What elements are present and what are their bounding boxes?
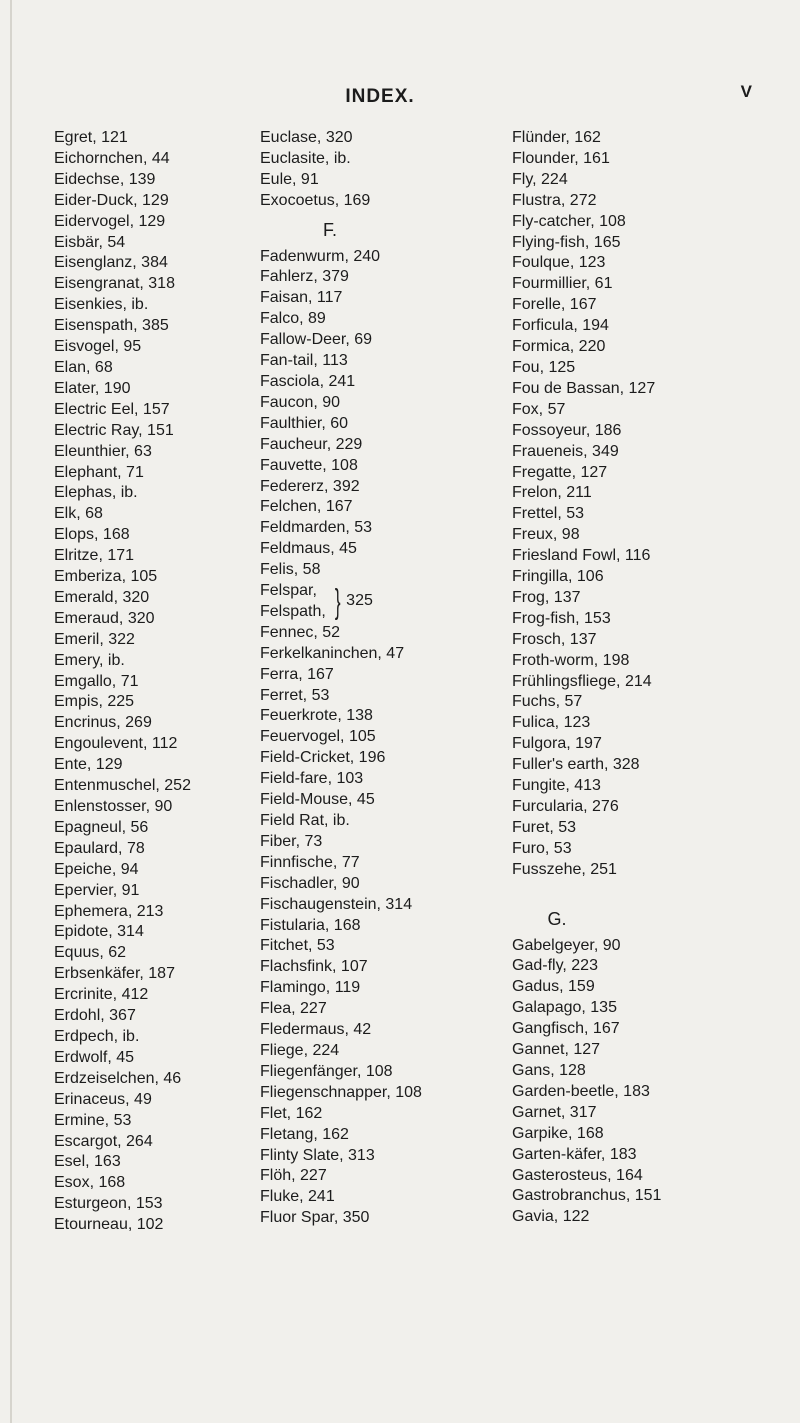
index-entry: Fischadler, 90 [260, 874, 360, 892]
section-letter-f: F. [322, 219, 337, 240]
index-entry: Flying-fish, 165 [512, 233, 621, 251]
index-entry: Ferret, 53 [260, 686, 330, 704]
index-entry: Froth-worm, 198 [512, 651, 630, 669]
index-entry: Frelon, 211 [512, 484, 592, 502]
index-entry: Gad-fly, 223 [512, 957, 598, 975]
index-column-2 [260, 128, 510, 1229]
index-entry: Flounder, 161 [512, 149, 610, 167]
index-entry: Fliegenschnapper, 108 [260, 1083, 422, 1101]
index-entry: Fallow-Deer, 69 [260, 331, 373, 349]
brace-glyph: } [334, 582, 341, 621]
index-entry: Eidechse, 139 [54, 170, 156, 188]
index-entry: Flinty Slate, 313 [260, 1146, 375, 1164]
index-entry: Fistularia, 168 [260, 916, 361, 934]
index-entry: Feuerkrote, 138 [260, 707, 373, 725]
index-entry: Field-Cricket, 196 [260, 749, 386, 767]
index-entry: Flünder, 162 [512, 129, 601, 146]
index-entry: Fulica, 123 [512, 714, 591, 732]
index-entry: Formica, 220 [512, 338, 606, 356]
index-entry: Flamingo, 119 [260, 979, 361, 997]
index-entry: Frosch, 137 [512, 630, 597, 648]
index-entry: Frog, 137 [512, 588, 581, 606]
index-entry: Ercrinite, 412 [54, 986, 149, 1004]
brace-entry-felspar [260, 581, 510, 623]
index-entry: Fox, 57 [512, 400, 566, 418]
index-entry: Gavia, 122 [512, 1208, 590, 1226]
index-entry: Federerz, 392 [260, 477, 360, 495]
index-entry: Fiber, 73 [260, 832, 323, 850]
index-entry: Epervier, 91 [54, 881, 140, 899]
index-entry: Furet, 53 [512, 818, 577, 836]
index-entry: Fennec, 52 [260, 623, 341, 641]
index-entry: Fou, 125 [512, 358, 576, 376]
index-entry: Field-fare, 103 [260, 770, 364, 788]
index-entry: Enlenstosser, 90 [54, 798, 173, 815]
index-entry: Fadenwurm, 240 [260, 247, 381, 265]
index-entry: Fungite, 413 [512, 777, 601, 795]
index-entry: Fitchet, 53 [260, 937, 335, 955]
index-entry: Fringilla, 106 [512, 568, 604, 586]
index-entry: Empis, 225 [54, 693, 135, 711]
page-title: INDEX. [345, 86, 415, 107]
index-entry: Fusszehe, 251 [512, 860, 617, 878]
index-entry: Forficula, 194 [512, 317, 609, 335]
index-entry: Eleunthier, 63 [54, 442, 152, 460]
index-entry: Flustra, 272 [512, 191, 597, 209]
index-entry: Epidote, 314 [54, 923, 144, 941]
index-entry: Fourmillier, 61 [512, 275, 613, 293]
index-entry: Fregatte, 127 [512, 463, 608, 481]
index-entry: Faulthier, 60 [260, 414, 349, 432]
index-entry: Eidervogel, 129 [54, 212, 166, 230]
index-entry: Fly, 224 [512, 170, 568, 188]
index-entry: Fliege, 224 [260, 1041, 340, 1059]
index-entry: Eisvogel, 95 [54, 338, 142, 356]
index-entry: Eisenspath, 385 [54, 317, 169, 335]
section-letter-g: G. [547, 908, 567, 929]
index-entry: Feldmaus, 45 [260, 540, 357, 558]
index-entry: Felchen, 167 [260, 498, 353, 516]
index-entry: Gannet, 127 [512, 1041, 601, 1059]
index-entry: Emeril, 322 [54, 630, 135, 648]
index-entry: Ferkelkaninchen, 47 [260, 644, 405, 662]
index-entry: Fahlerz, 379 [260, 268, 349, 286]
index-entry: Fledermaus, 42 [260, 1021, 372, 1039]
index-entry: Esox, 168 [54, 1174, 126, 1192]
index-entry: Flachsfink, 107 [260, 958, 368, 976]
index-entry: Elephant, 71 [54, 463, 144, 481]
index-entry: Emerald, 320 [54, 588, 150, 606]
index-entry: Fliegenfänger, 108 [260, 1062, 393, 1080]
index-entry: Forelle, 167 [512, 296, 597, 314]
index-entry: Erdpech, ib. [54, 1027, 140, 1045]
index-entry: Ephemera, 213 [54, 902, 164, 920]
index-entry: Gastrobranchus, 151 [512, 1187, 662, 1205]
index-entry: Fluke, 241 [260, 1188, 335, 1206]
index-entry: Epeiche, 94 [54, 860, 139, 878]
index-entry: Esel, 163 [54, 1153, 121, 1171]
index-entry: Electric Eel, 157 [54, 400, 170, 418]
index-entry: Fossoyeur, 186 [512, 421, 622, 439]
index-entry: Ermine, 53 [54, 1111, 132, 1129]
index-entry: Gangfisch, 167 [512, 1020, 620, 1038]
index-entry: Erinaceus, 49 [54, 1090, 152, 1108]
index-entry: Eisenglanz, 384 [54, 254, 168, 272]
index-entry: Falco, 89 [260, 310, 326, 328]
index-entry: Flea, 227 [260, 1000, 327, 1018]
brace-page-number: 325 [346, 592, 373, 610]
index-entry: Fly-catcher, 108 [512, 212, 626, 230]
index-entry: Felspath, [260, 602, 326, 620]
index-entry: Gans, 128 [512, 1061, 586, 1079]
index-column-3 [512, 128, 757, 1228]
index-entry: Entenmuschel, 252 [54, 777, 191, 795]
index-entry: Fischaugenstein, 314 [260, 895, 413, 913]
index-entry: Faucheur, 229 [260, 435, 363, 453]
index-entry: Field Rat, ib. [260, 812, 350, 829]
index-entry: Fluor Spar, 350 [260, 1209, 370, 1227]
index-entry: Gabelgeyer, 90 [512, 936, 621, 954]
index-entry: Emberiza, 105 [54, 568, 158, 586]
index-entry: Finnfische, 77 [260, 853, 360, 871]
index-entry: Frettel, 53 [512, 505, 585, 523]
index-entry: Egret, 121 [54, 129, 128, 146]
index-entry: Ente, 129 [54, 756, 123, 774]
index-entry: Emgallo, 71 [54, 672, 139, 690]
index-entry: Garpike, 168 [512, 1124, 604, 1142]
index-entry: Eichornchen, 44 [54, 149, 170, 167]
index-entry: Fan-tail, 113 [260, 352, 348, 370]
index-entry: Encrinus, 269 [54, 714, 152, 732]
index-entry: Felis, 58 [260, 561, 321, 579]
index-entry: Flöh, 227 [260, 1167, 327, 1185]
index-entry: Elan, 68 [54, 358, 113, 376]
index-entry: Erdwolf, 45 [54, 1048, 135, 1066]
index-entry: Elritze, 171 [54, 547, 135, 565]
index-entry: Fraueneis, 349 [512, 442, 619, 460]
index-entry: Fou de Bassan, 127 [512, 379, 656, 397]
index-entry: Erdzeiselchen, 46 [54, 1069, 182, 1087]
index-entry: Frog-fish, 153 [512, 609, 611, 627]
index-entry: Fulgora, 197 [512, 735, 602, 753]
index-entry: Eider-Duck, 129 [54, 191, 169, 209]
index-entry: Escargot, 264 [54, 1132, 153, 1150]
index-entry: Flet, 162 [260, 1104, 323, 1122]
index-entry: Epaulard, 78 [54, 839, 145, 857]
index-entry: Eisengranat, 318 [54, 275, 175, 293]
index-entry: Foulque, 123 [512, 254, 606, 272]
index-entry: Fuller's earth, 328 [512, 756, 640, 774]
index-entry: Ferra, 167 [260, 665, 334, 683]
index-entry: Friesland Fowl, 116 [512, 547, 651, 565]
index-entry: Galapago, 135 [512, 999, 617, 1017]
index-entry: Esturgeon, 153 [54, 1195, 163, 1213]
index-entry: Fauvette, 108 [260, 456, 358, 474]
index-entry: Fuchs, 57 [512, 693, 583, 711]
index-entry: Equus, 62 [54, 944, 127, 962]
binding-edge [10, 0, 12, 1423]
index-entry: Elephas, ib. [54, 484, 138, 502]
index-entry: Electric Ray, 151 [54, 421, 174, 439]
index-entry: Emeraud, 320 [54, 609, 155, 627]
index-entry: Eisenkies, ib. [54, 296, 149, 314]
index-entry: Eule, 91 [260, 170, 319, 188]
index-entry: Elops, 168 [54, 526, 130, 544]
index-entry: Epagneul, 56 [54, 818, 149, 836]
index-entry: Garnet, 317 [512, 1103, 597, 1121]
index-entry: Gadus, 159 [512, 978, 595, 996]
index-entry: Elater, 190 [54, 379, 131, 397]
index-entry: Frühlingsfliege, 214 [512, 672, 652, 690]
index-entry: Erdohl, 367 [54, 1007, 136, 1025]
index-entry: Garden-beetle, 183 [512, 1082, 650, 1100]
index-entry: Engoulevent, 112 [54, 735, 178, 753]
index-entry: Etourneau, 102 [54, 1216, 164, 1234]
index-entry: Faucon, 90 [260, 393, 341, 411]
index-entry: Feldmarden, 53 [260, 519, 373, 537]
index-entry: Euclasite, ib. [260, 149, 351, 167]
index-entry: Faisan, 117 [260, 289, 343, 307]
index-column-1 [54, 128, 254, 1236]
index-entry: Euclase, 320 [260, 129, 353, 146]
index-entry: Felspar, [260, 582, 317, 600]
index-entry: Furo, 53 [512, 839, 572, 857]
index-entry: Furcularia, 276 [512, 798, 619, 815]
index-entry: Freux, 98 [512, 526, 580, 544]
index-entry: Field-Mouse, 45 [260, 791, 375, 809]
index-entry: Gasterosteus, 164 [512, 1166, 643, 1184]
index-entry: Erbsenkäfer, 187 [54, 965, 175, 983]
index-entry: Eisbär, 54 [54, 233, 126, 251]
index-entry: Fletang, 162 [260, 1125, 349, 1143]
index-entry: Fasciola, 241 [260, 372, 356, 390]
page-number: V [740, 82, 752, 101]
index-entry: Garten-käfer, 183 [512, 1145, 637, 1163]
index-entry: Feuervogel, 105 [260, 728, 376, 746]
index-entry: Elk, 68 [54, 505, 103, 523]
index-entry: Exocoetus, 169 [260, 191, 371, 209]
index-entry: Emery, ib. [54, 651, 125, 669]
